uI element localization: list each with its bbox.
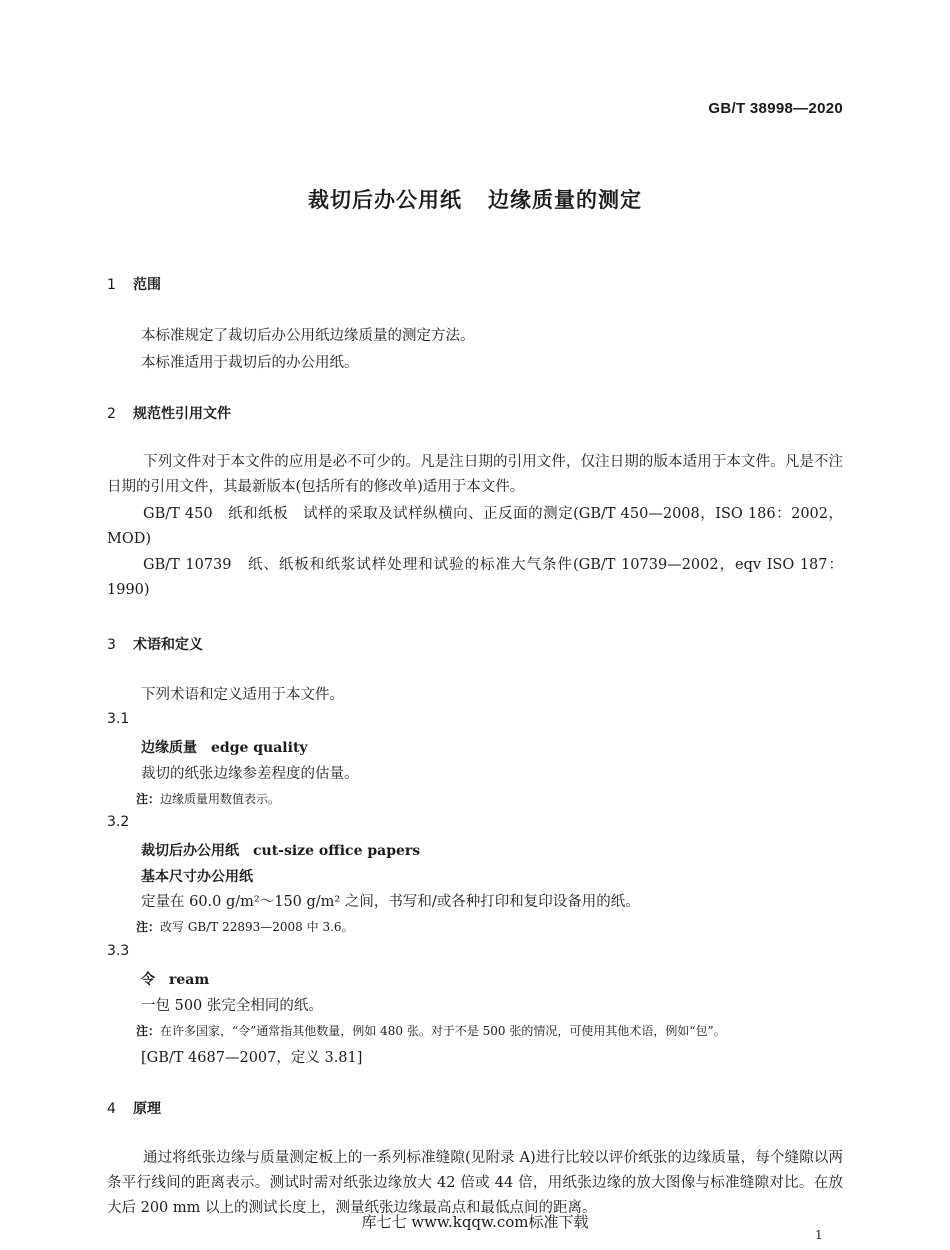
footer-watermark: 库七七 www.kqqw.com标准下载 bbox=[361, 1213, 589, 1231]
section-2-ref-1: GB/T 450 纸和纸板 试样的采取及试样纵横向、正反面的测定(GB/T 450—2008，ISO 186：2002，MOD) bbox=[107, 506, 843, 547]
title-part-1: 裁切后办公用纸 bbox=[308, 188, 462, 212]
term-3-2-definition: 定量在 60.0 g/m²～150 g/m² 之间，书写和/或各种打印和复印设备用的纸。 bbox=[141, 894, 640, 910]
term-3-1-note: 注：边缘质量用数值表示。 bbox=[136, 792, 281, 806]
section-2-para-1: 下列文件对于本文件的应用是必不可少的。凡是注日期的引用文件，仅注日期的版本适用于本文件。凡是不注日期的引用文件，其最新版本(包括所有的修改单)适用于本文件。 bbox=[107, 454, 843, 495]
section-2-heading: 2 规范性引用文件 bbox=[107, 406, 231, 422]
term-3-3-note: 注：在许多国家，“令”通常指其他数量，例如 480 张。对于不是 500 张的情况，可使用其他术语，例如“包”。 bbox=[136, 1024, 726, 1038]
section-1-para-2: 本标准适用于裁切后的办公用纸。 bbox=[141, 355, 359, 371]
term-3-1-title: 边缘质量 edge quality bbox=[141, 740, 308, 756]
title-part-2: 边缘质量的测定 bbox=[488, 188, 642, 212]
term-3-2-alt-term: 基本尺寸办公用纸 bbox=[141, 869, 253, 885]
term-3-3-title: 令 ream bbox=[141, 972, 210, 988]
document-title bbox=[0, 184, 950, 214]
page-number: 1 bbox=[815, 1228, 823, 1242]
term-3-2-number: 3.2 bbox=[107, 814, 130, 830]
term-3-1-number: 3.1 bbox=[107, 711, 130, 727]
term-3-1-definition: 裁切的纸张边缘参差程度的估量。 bbox=[141, 766, 359, 782]
section-3-heading: 3 术语和定义 bbox=[107, 637, 203, 653]
term-3-2-note: 注：改写 GB/T 22893—2008 中 3.6。 bbox=[136, 920, 354, 934]
section-2-ref-2: GB/T 10739 纸、纸板和纸浆试样处理和试验的标准大气条件(GB/T 10739—2002，eqv ISO 187：1990) bbox=[107, 557, 843, 598]
section-1-heading: 1 范围 bbox=[107, 277, 161, 293]
standard-code: GB/T 38998—2020 bbox=[708, 100, 843, 117]
section-1-para-1: 本标准规定了裁切后办公用纸边缘质量的测定方法。 bbox=[141, 328, 475, 344]
section-4-para-1: 通过将纸张边缘与质量测定板上的一系列标准缝隙(见附录 A)进行比较以评价纸张的边缘质量，每个缝隙以两条平行线间的距离表示。测试时需对纸张边缘放大 42 倍或 44 倍，用纸张边缘的放大图像与标准缝隙对比。在放大后 200 mm 以上的测试长度上，测量纸张边缘最高点和最低点间的距离。 bbox=[107, 1150, 843, 1216]
section-3-intro: 下列术语和定义适用于本文件。 bbox=[141, 687, 344, 703]
term-3-3-definition: 一包 500 张完全相同的纸。 bbox=[141, 998, 323, 1014]
term-3-3-number: 3.3 bbox=[107, 943, 130, 959]
section-4-heading: 4 原理 bbox=[107, 1101, 161, 1117]
term-3-2-title: 裁切后办公用纸 cut-size office papers bbox=[141, 843, 421, 859]
term-3-3-source: [GB/T 4687—2007，定义 3.81] bbox=[141, 1050, 363, 1066]
